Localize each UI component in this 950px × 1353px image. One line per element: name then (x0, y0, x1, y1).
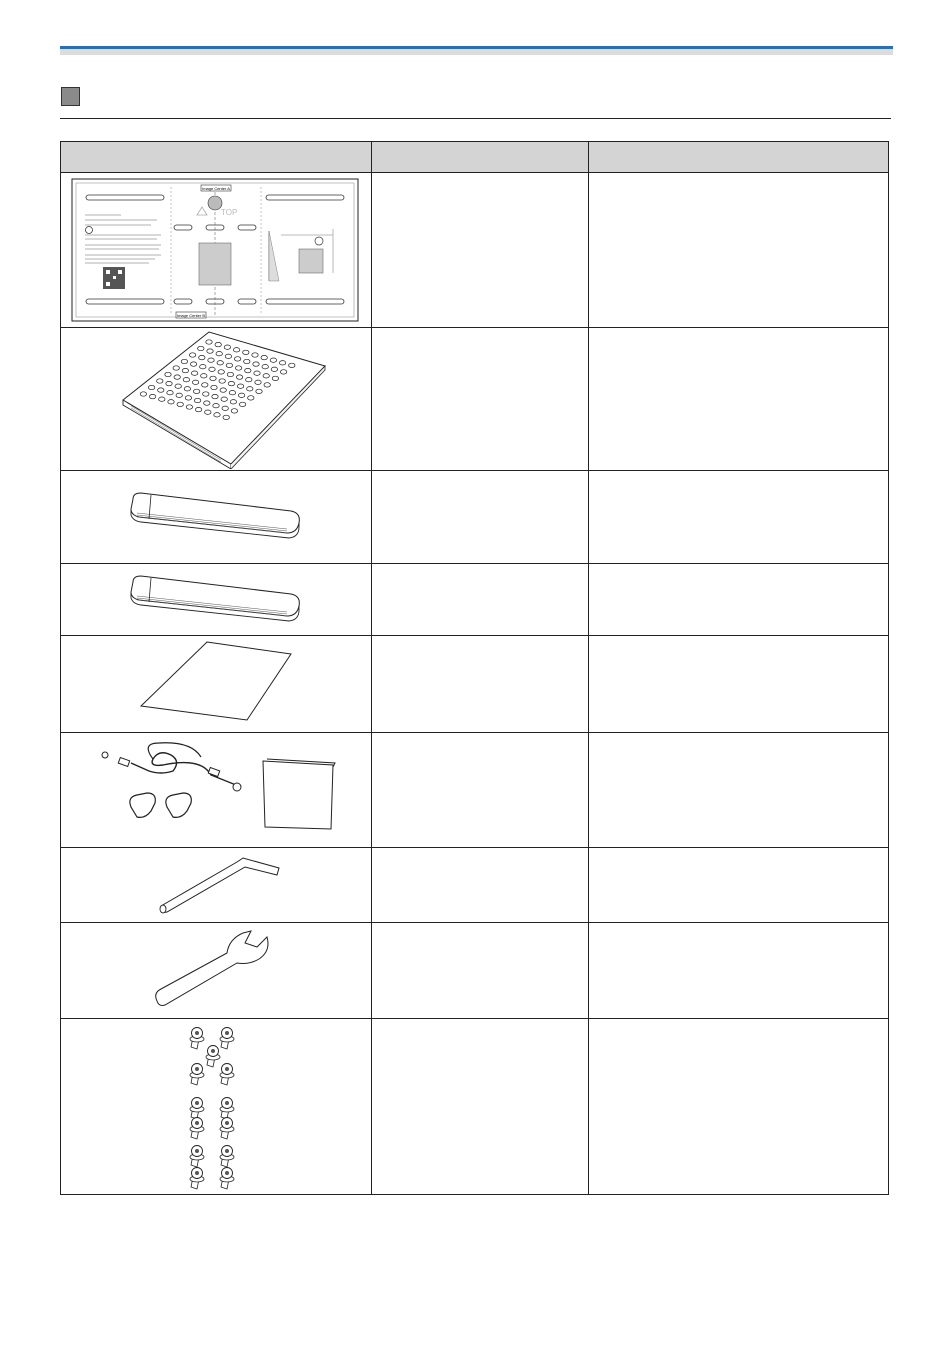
part-image-cell (61, 848, 372, 923)
plate-hole (158, 388, 164, 392)
plate-hole (207, 349, 213, 353)
plate-hole (271, 367, 277, 371)
sheet-icon (61, 636, 370, 731)
plate-hole (236, 375, 242, 379)
screw (220, 1118, 234, 1140)
plate-hole (189, 353, 195, 357)
header-shade (60, 49, 893, 55)
square-icon (61, 87, 80, 106)
plate-hole (233, 348, 239, 352)
part-name-cell (372, 471, 589, 564)
plate-hole (218, 370, 224, 374)
plate-hole (224, 345, 230, 349)
plate-hole (221, 397, 227, 401)
plate-hole (245, 368, 251, 372)
part-name-cell (372, 848, 589, 923)
plate-hole (216, 352, 222, 356)
plate-hole (219, 379, 225, 383)
part-description-cell (589, 848, 889, 923)
plate-hole (202, 383, 208, 387)
plate-hole (228, 381, 234, 385)
plate-hole (255, 380, 261, 384)
plate-hole (183, 378, 189, 382)
hex-key-icon (61, 848, 370, 921)
screw (220, 1028, 234, 1050)
plate-hole (235, 366, 241, 370)
safety-wire-icon (61, 733, 370, 846)
parts-table (60, 141, 889, 1195)
plate-hole (210, 376, 216, 380)
part-name-cell (372, 328, 589, 471)
plate-hole (194, 398, 200, 402)
screw (190, 1168, 204, 1190)
label-image-center-a: Image Center A (202, 186, 230, 191)
plate-hole (204, 401, 210, 405)
plate-hole (243, 350, 249, 354)
part-image-cell (61, 1019, 372, 1195)
template-sheet-icon (61, 173, 370, 326)
table-row (61, 1019, 889, 1195)
plate-hole (272, 376, 278, 380)
plate-hole (223, 415, 229, 419)
plate-hole (190, 362, 196, 366)
plate-hole (182, 368, 188, 372)
plate-hole (262, 365, 268, 369)
plate-hole (264, 383, 270, 387)
part-description-cell (589, 471, 889, 564)
plate-hole (230, 400, 236, 404)
table-row (61, 564, 889, 636)
part-description-cell (589, 328, 889, 471)
plate-hole (234, 357, 240, 361)
screw (206, 1046, 220, 1068)
part-name-cell (372, 923, 589, 1019)
plate-hole (201, 374, 207, 378)
table-row (61, 923, 889, 1019)
screw-group (190, 1028, 234, 1190)
slide-rail-icon (61, 564, 370, 634)
part-image-cell (61, 328, 372, 471)
label-image-center-b: Image Center B (176, 313, 206, 318)
plate-hole (191, 371, 197, 375)
wrench-icon (61, 923, 370, 1017)
table-header-row (61, 142, 889, 173)
plate-hole (157, 379, 163, 383)
part-name-cell (372, 564, 589, 636)
screw (190, 1146, 204, 1168)
plate-hole (174, 375, 180, 379)
plate-hole (149, 394, 155, 398)
plate-hole (229, 391, 235, 395)
perforated-plate-icon (61, 328, 370, 469)
plate-hole (167, 391, 173, 395)
header-bar (60, 46, 893, 55)
plate-hole (140, 392, 146, 396)
plate-hole (176, 393, 182, 397)
plate-hole (227, 372, 233, 376)
column-header-name (372, 142, 589, 173)
table-row (61, 173, 889, 328)
part-image-cell (61, 471, 372, 564)
plate-hole (209, 367, 215, 371)
plate-hole (246, 378, 252, 382)
plate-hole (256, 389, 262, 393)
column-header-description (589, 142, 889, 173)
part-image-cell (61, 733, 372, 848)
screw (220, 1098, 234, 1120)
screws-icon (61, 1019, 370, 1193)
plate-hole (177, 402, 183, 406)
table-row (61, 733, 889, 848)
part-description-cell (589, 733, 889, 848)
part-description-cell (589, 564, 889, 636)
screw (220, 1064, 234, 1086)
part-image-cell (61, 923, 372, 1019)
plate-hole (238, 393, 244, 397)
plate-hole (217, 361, 223, 365)
part-name-cell (372, 636, 589, 733)
plate-hole (280, 370, 286, 374)
plate-hole (215, 342, 221, 346)
screw (220, 1146, 234, 1168)
part-description-cell (589, 173, 889, 328)
plate-hole (263, 374, 269, 378)
plate-hole (220, 388, 226, 392)
plate-hole (173, 366, 179, 370)
plate-hole (212, 394, 218, 398)
part-description-cell (589, 1019, 889, 1195)
plate-hole (289, 363, 295, 367)
screw (190, 1118, 204, 1140)
plate-hole (214, 413, 220, 417)
plate-hole (231, 409, 237, 413)
table-row (61, 636, 889, 733)
column-header-image (61, 142, 372, 173)
plate-hole (166, 381, 172, 385)
plate-hole (193, 389, 199, 393)
plate-hole (252, 353, 258, 357)
plate-hole (244, 359, 250, 363)
plate-hole (181, 359, 187, 363)
plate-hole (148, 385, 154, 389)
plate-hole (279, 361, 285, 365)
top-mark: TOP (221, 208, 238, 217)
plate-hole (205, 410, 211, 414)
plate-hole (270, 358, 276, 362)
section-heading (60, 86, 891, 119)
table-row (61, 328, 889, 471)
plate-hole (261, 355, 267, 359)
plate-hole (159, 397, 165, 401)
screw (190, 1098, 204, 1120)
part-name-cell (372, 1019, 589, 1195)
table-row (61, 471, 889, 564)
part-image-cell (61, 173, 372, 328)
plate-hole (175, 384, 181, 388)
screw (190, 1064, 204, 1086)
plate-hole (225, 354, 231, 358)
plate-hole (186, 405, 192, 409)
part-name-cell (372, 733, 589, 848)
plate-hole (222, 406, 228, 410)
plate-hole (198, 346, 204, 350)
plate-hole (208, 358, 214, 362)
plate-hole (237, 384, 243, 388)
slide-rail-icon (61, 471, 370, 562)
plate-hole (253, 362, 259, 366)
part-description-cell (589, 636, 889, 733)
plate-hole (211, 385, 217, 389)
plate-hole (226, 363, 232, 367)
plate-hole (165, 372, 171, 376)
plate-hole (192, 380, 198, 384)
plate-hole (199, 355, 205, 359)
plate-hole (203, 392, 209, 396)
part-description-cell (589, 923, 889, 1019)
plate-hole (195, 407, 201, 411)
plate-hole (185, 396, 191, 400)
plate-hole (239, 402, 245, 406)
part-name-cell (372, 173, 589, 328)
part-image-cell (61, 564, 372, 636)
screw (190, 1028, 204, 1050)
plate-hole (254, 371, 260, 375)
plate-hole (168, 400, 174, 404)
plate-hole (248, 396, 254, 400)
table-row (61, 848, 889, 923)
plate-hole (213, 404, 219, 408)
part-image-cell (61, 636, 372, 733)
plate-hole (200, 365, 206, 369)
plate-hole (247, 387, 253, 391)
screw (220, 1168, 234, 1190)
plate-hole (184, 387, 190, 391)
plate-hole (206, 340, 212, 344)
